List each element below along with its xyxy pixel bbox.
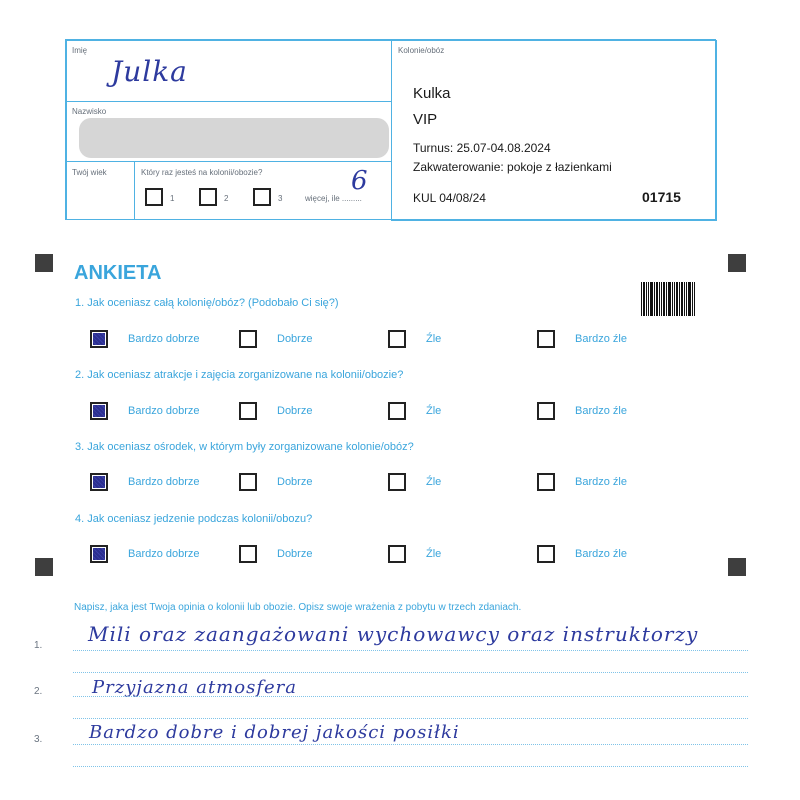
q1-dobrze-label: Dobrze bbox=[277, 333, 313, 345]
visit-count-option-2-label: 2 bbox=[224, 194, 229, 203]
opinion-line-1a bbox=[73, 650, 748, 651]
question-2-text: 2. Jak oceniasz atrakcje i zajęcia zorganizowane na kolonii/obozie? bbox=[75, 369, 404, 381]
registration-marker-bottom-left bbox=[35, 558, 53, 576]
opinion-line-2b bbox=[73, 718, 748, 719]
q2-bardzo-zle-checkbox[interactable] bbox=[537, 402, 555, 420]
opinion-line-2a bbox=[73, 696, 748, 697]
camp-code: KUL 04/08/24 bbox=[413, 191, 486, 205]
q4-bardzo-dobrze-label: Bardzo dobrze bbox=[128, 548, 200, 560]
q2-bardzo-dobrze-label: Bardzo dobrze bbox=[128, 405, 200, 417]
first-name-label: Imię bbox=[72, 46, 88, 55]
question-4-text: 4. Jak oceniasz jedzenie podczas kolonii/obozu? bbox=[75, 513, 313, 525]
q1-bardzo-dobrze-label: Bardzo dobrze bbox=[128, 333, 200, 345]
opinion-line-1b bbox=[73, 672, 748, 673]
question-1-text: 1. Jak oceniasz całą kolonię/obóz? (Podobało Ci się?) bbox=[75, 297, 339, 309]
opinion-line-3a bbox=[73, 744, 748, 745]
accommodation: Zakwaterowanie: pokoje z łazienkami bbox=[413, 160, 612, 174]
q1-dobrze-checkbox[interactable] bbox=[239, 330, 257, 348]
registration-marker-top-left bbox=[35, 254, 53, 272]
q2-zle-label: Źle bbox=[426, 405, 442, 417]
last-name-label: Nazwisko bbox=[72, 107, 107, 116]
q3-bardzo-dobrze-label: Bardzo dobrze bbox=[128, 476, 200, 488]
first-name-cell bbox=[66, 40, 392, 102]
q1-bardzo-zle-checkbox[interactable] bbox=[537, 330, 555, 348]
registration-marker-bottom-right bbox=[728, 558, 746, 576]
age-cell bbox=[66, 161, 135, 220]
q3-bardzo-zle-checkbox[interactable] bbox=[537, 473, 555, 491]
survey-title: ANKIETA bbox=[74, 262, 162, 284]
camp-name: Kulka bbox=[413, 85, 451, 102]
q4-bardzo-dobrze-checkbox[interactable] bbox=[90, 545, 108, 563]
q3-bardzo-dobrze-checkbox[interactable] bbox=[90, 473, 108, 491]
turnus-dates: Turnus: 25.07-04.08.2024 bbox=[413, 141, 551, 155]
q4-zle-checkbox[interactable] bbox=[388, 545, 406, 563]
redacted-surname bbox=[79, 118, 389, 158]
opinion-line-3-number: 3. bbox=[34, 734, 43, 745]
q3-dobrze-label: Dobrze bbox=[277, 476, 313, 488]
q3-bardzo-zle-label: Bardzo źle bbox=[575, 476, 627, 488]
visit-count-option-1-label: 1 bbox=[170, 194, 175, 203]
q3-dobrze-checkbox[interactable] bbox=[239, 473, 257, 491]
opinion-line-2-number: 2. bbox=[34, 686, 43, 697]
opinion-sentence-2[interactable]: Przyjazna atmosfera bbox=[92, 677, 297, 698]
first-name-value: Julka bbox=[111, 55, 188, 88]
q1-bardzo-zle-label: Bardzo źle bbox=[575, 333, 627, 345]
opinion-prompt: Napisz, jaka jest Twoja opinia o kolonii lub obozie. Opisz swoje wrażenia z pobytu w trzech zdaniach. bbox=[74, 602, 522, 613]
q2-dobrze-checkbox[interactable] bbox=[239, 402, 257, 420]
q2-bardzo-zle-label: Bardzo źle bbox=[575, 405, 627, 417]
visit-count-label: Który raz jesteś na kolonii/obozie? bbox=[141, 168, 263, 177]
q4-dobrze-label: Dobrze bbox=[277, 548, 313, 560]
opinion-sentence-3[interactable]: Bardzo dobre i dobrej jakości posiłki bbox=[89, 722, 460, 743]
opinion-line-1-number: 1. bbox=[34, 640, 43, 651]
q3-zle-label: Źle bbox=[426, 476, 442, 488]
barcode bbox=[641, 282, 695, 316]
visit-count-option-3-checkbox[interactable] bbox=[253, 188, 271, 206]
q4-bardzo-zle-label: Bardzo źle bbox=[575, 548, 627, 560]
age-label: Twój wiek bbox=[72, 168, 107, 177]
camp-type: VIP bbox=[413, 111, 438, 128]
form-number: 01715 bbox=[642, 189, 681, 205]
visit-count-option-1-checkbox[interactable] bbox=[145, 188, 163, 206]
visit-count-option-2-checkbox[interactable] bbox=[199, 188, 217, 206]
camp-label: Kolonie/obóz bbox=[398, 46, 445, 55]
opinion-line-3b bbox=[73, 766, 748, 767]
q1-bardzo-dobrze-checkbox[interactable] bbox=[90, 330, 108, 348]
question-3-text: 3. Jak oceniasz ośrodek, w którym były zorganizowane kolonie/obóz? bbox=[75, 441, 414, 453]
q4-bardzo-zle-checkbox[interactable] bbox=[537, 545, 555, 563]
visit-count-cell bbox=[134, 161, 392, 220]
opinion-sentence-1[interactable]: Mili oraz zaangażowani wychowawcy oraz instruktorzy bbox=[88, 622, 699, 646]
camp-details-cell bbox=[391, 40, 717, 221]
registration-marker-top-right bbox=[728, 254, 746, 272]
q4-dobrze-checkbox[interactable] bbox=[239, 545, 257, 563]
q3-zle-checkbox[interactable] bbox=[388, 473, 406, 491]
q1-zle-label: Źle bbox=[426, 333, 442, 345]
q4-zle-label: Źle bbox=[426, 548, 442, 560]
q2-bardzo-dobrze-checkbox[interactable] bbox=[90, 402, 108, 420]
q1-zle-checkbox[interactable] bbox=[388, 330, 406, 348]
more-times-value: 6 bbox=[351, 166, 369, 196]
q2-dobrze-label: Dobrze bbox=[277, 405, 313, 417]
visit-count-option-3-label: 3 bbox=[278, 194, 283, 203]
more-times-label: więcej, ile ......... bbox=[305, 194, 362, 203]
barcode-graphic bbox=[641, 282, 695, 316]
q2-zle-checkbox[interactable] bbox=[388, 402, 406, 420]
